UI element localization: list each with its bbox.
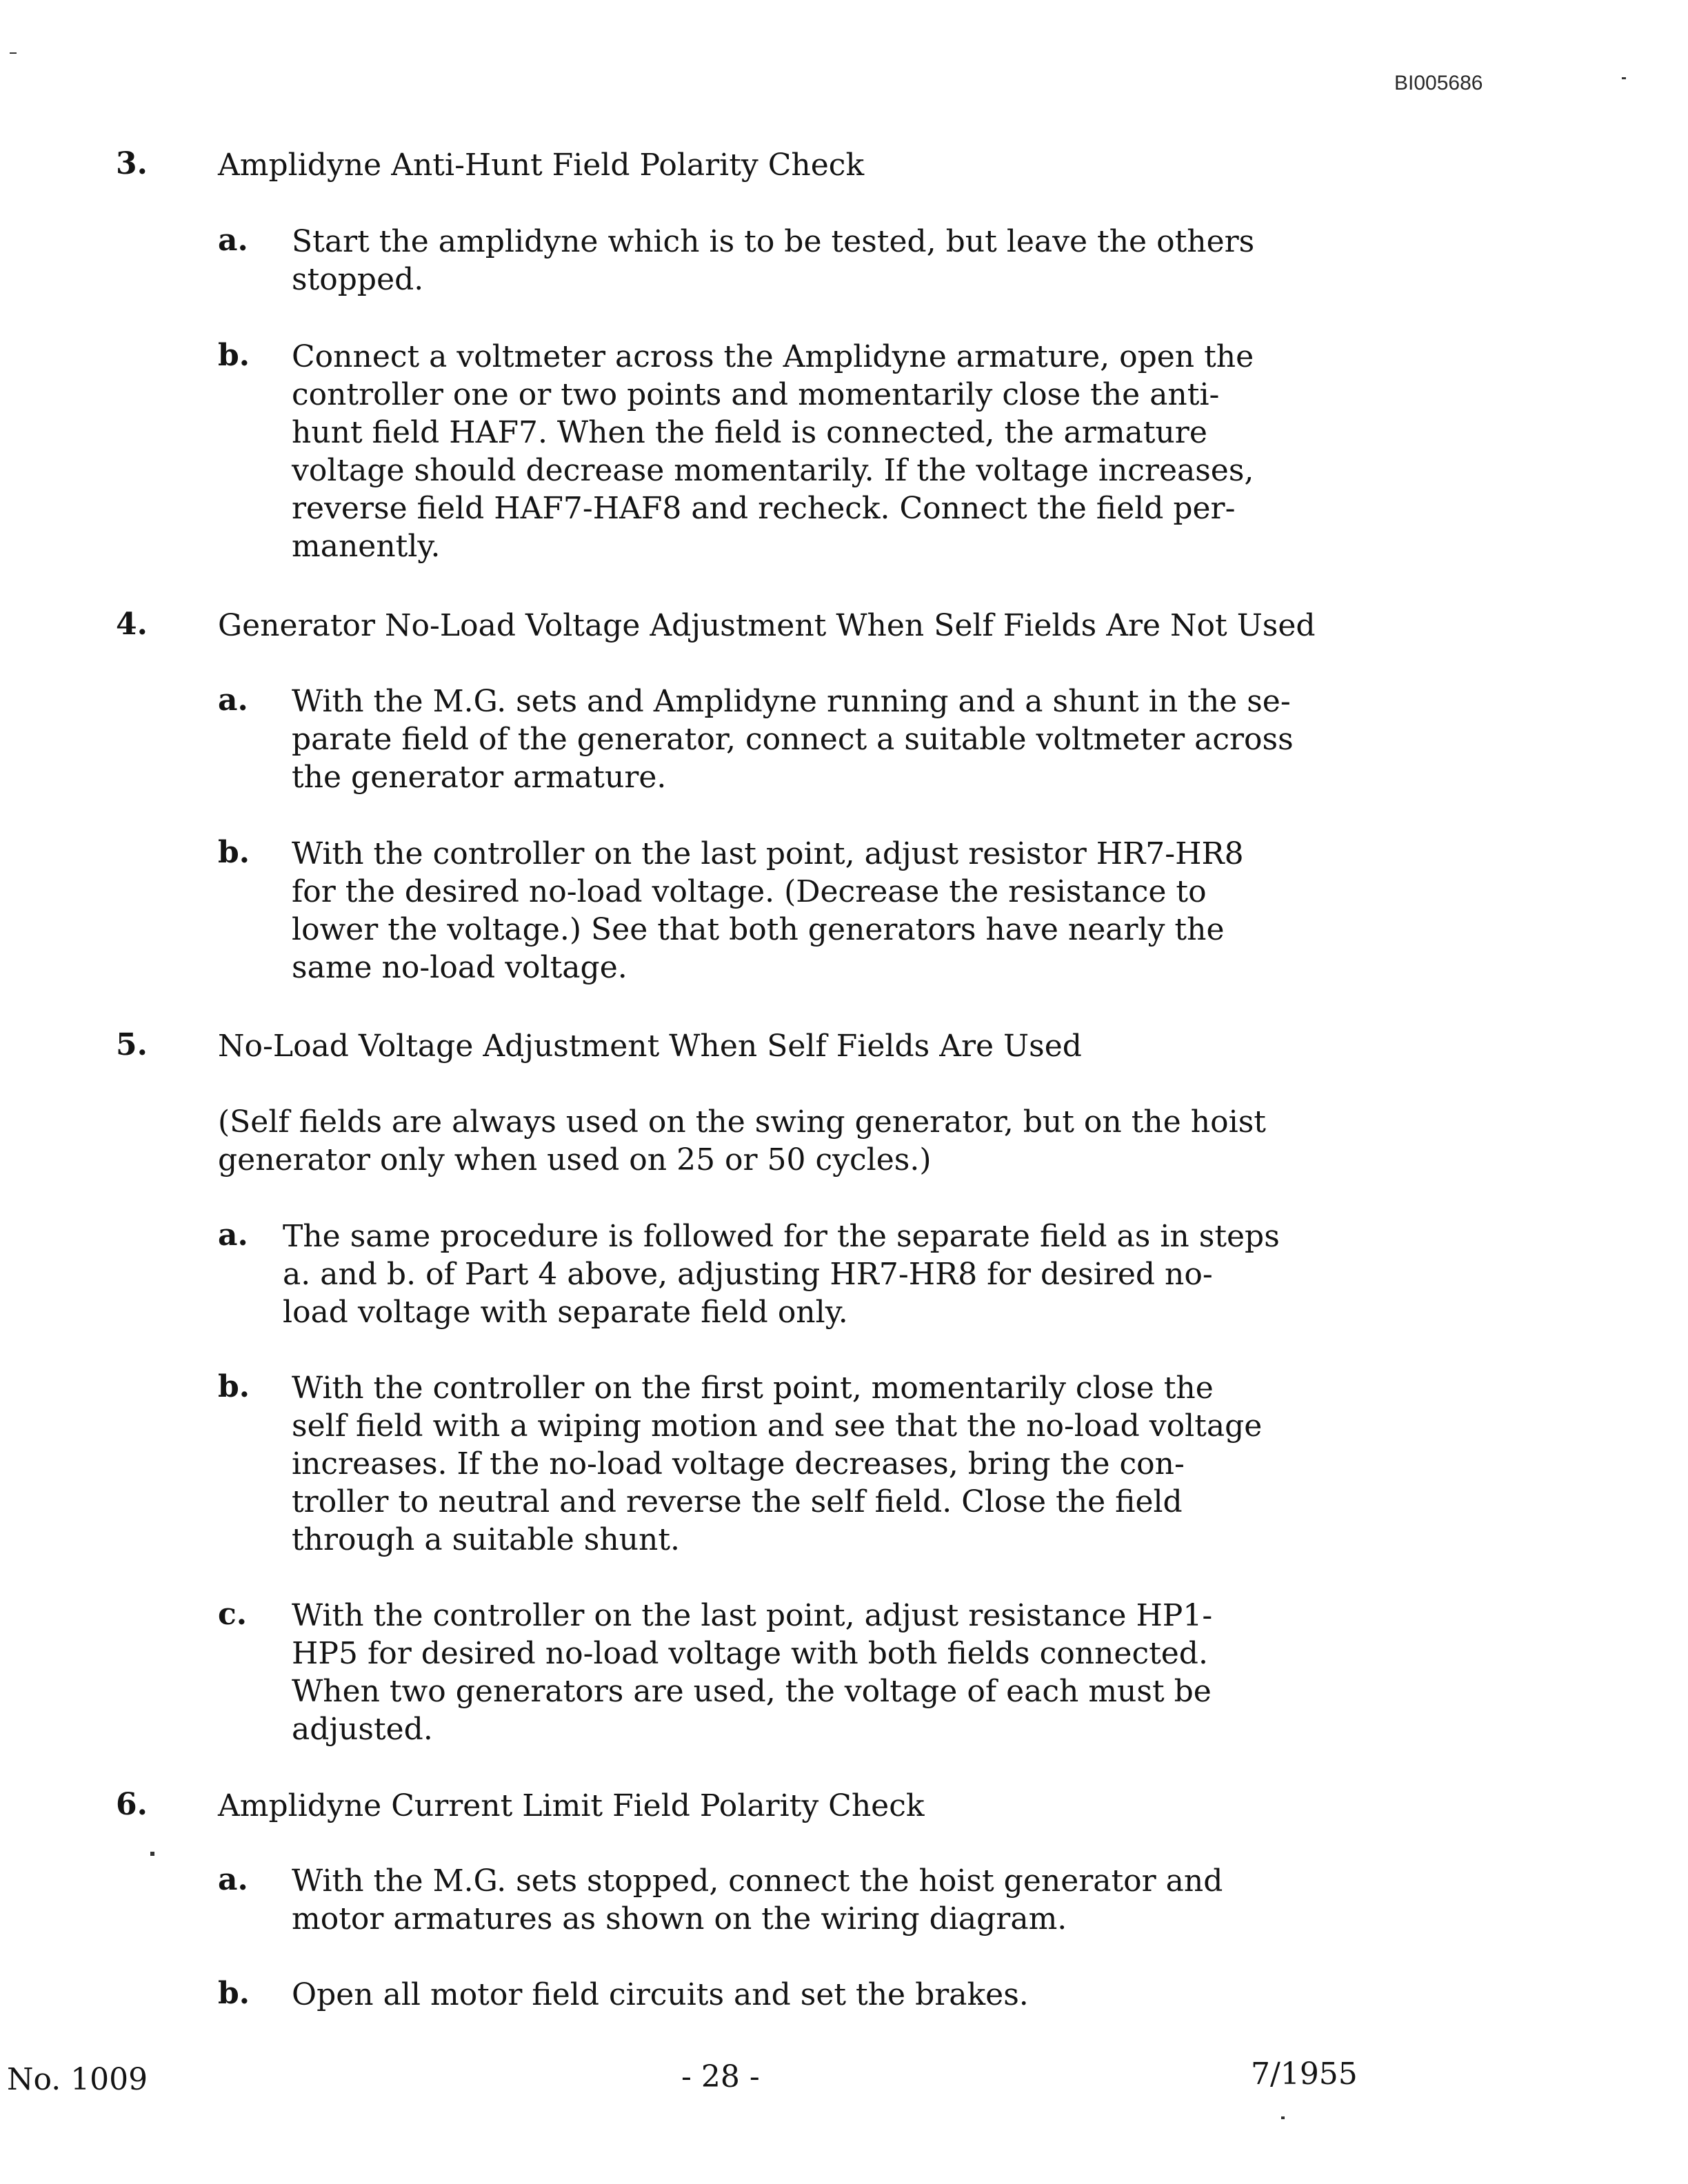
item-letter: a. <box>218 682 248 718</box>
item-letter: a. <box>218 1217 248 1253</box>
document-date: 7/1955 <box>1251 2056 1358 2092</box>
item-text: Connect a voltmeter across the Amplidyne armature, open the controller one or two points and momentarily close the anti- hunt field HAF7. When the field is connected, the armature voltage should decrease momentarily. If the voltage increases, reverse field HAF7-HAF8 and recheck. Connect the field per- manently. <box>292 339 1254 564</box>
item-letter: b. <box>218 1369 250 1404</box>
section-number: 4. <box>116 607 148 642</box>
item-letter: b. <box>218 338 250 373</box>
section-number: 5. <box>116 1027 148 1062</box>
item-text: With the M.G. sets stopped, connect the hoist generator and motor armatures as shown on the wiring diagram. <box>292 1863 1223 1937</box>
item-letter: a. <box>218 223 248 258</box>
section-title: Amplidyne Anti-Hunt Field Polarity Check <box>218 148 865 183</box>
item-text: Start the amplidyne which is to be tested, but leave the others stopped. <box>292 224 1255 297</box>
document-number: No. 1009 <box>7 2062 148 2097</box>
scan-speck <box>1281 2116 1285 2119</box>
section-number: 6. <box>116 1787 148 1822</box>
section-title: Generator No-Load Voltage Adjustment When Self Fields Are Not Used <box>218 608 1316 643</box>
scan-speck <box>10 52 17 54</box>
scan-speck <box>1622 77 1626 79</box>
item-letter: a. <box>218 1862 248 1897</box>
item-letter: b. <box>218 835 250 870</box>
page-number: - 28 - <box>681 2059 760 2094</box>
item-text: With the M.G. sets and Amplidyne running and a shunt in the se- parate field of the generator, connect a suitable voltmeter across the generator armature. <box>292 684 1294 795</box>
item-letter: c. <box>218 1597 248 1632</box>
item-text: Open all motor field circuits and set the brakes. <box>292 1977 1029 2012</box>
document-id: BI005686 <box>1394 72 1483 94</box>
scan-speck <box>150 1852 154 1856</box>
item-text: With the controller on the first point, momentarily close the self field with a wiping motion and see that the no-load voltage increases. If the no-load voltage decreases, bring the con- troller to neutral and reverse the self field. Close the field through a suitable shunt. <box>292 1371 1263 1557</box>
section-note: (Self fields are always used on the swing generator, but on the hoist generator only when used on 25 or 50 cycles.) <box>218 1104 1266 1177</box>
section-title: Amplidyne Current Limit Field Polarity Check <box>218 1788 925 1823</box>
section-number: 3. <box>116 146 148 181</box>
item-text: With the controller on the last point, adjust resistance HP1- HP5 for desired no-load voltage with both fields connected. When two generators are used, the voltage of each must be adjusted. <box>292 1598 1213 1747</box>
item-text: The same procedure is followed for the separate field as in steps a. and b. of Part 4 above, adjusting HR7-HR8 for desired no- load voltage with separate field only. <box>283 1219 1280 1330</box>
item-letter: b. <box>218 1976 250 2011</box>
section-title: No-Load Voltage Adjustment When Self Fields Are Used <box>218 1029 1082 1064</box>
item-text: With the controller on the last point, adjust resistor HR7-HR8 for the desired no-load voltage. (Decrease the resistance to lower the voltage.) See that both generators have nearly the same no-load voltage. <box>292 836 1244 985</box>
